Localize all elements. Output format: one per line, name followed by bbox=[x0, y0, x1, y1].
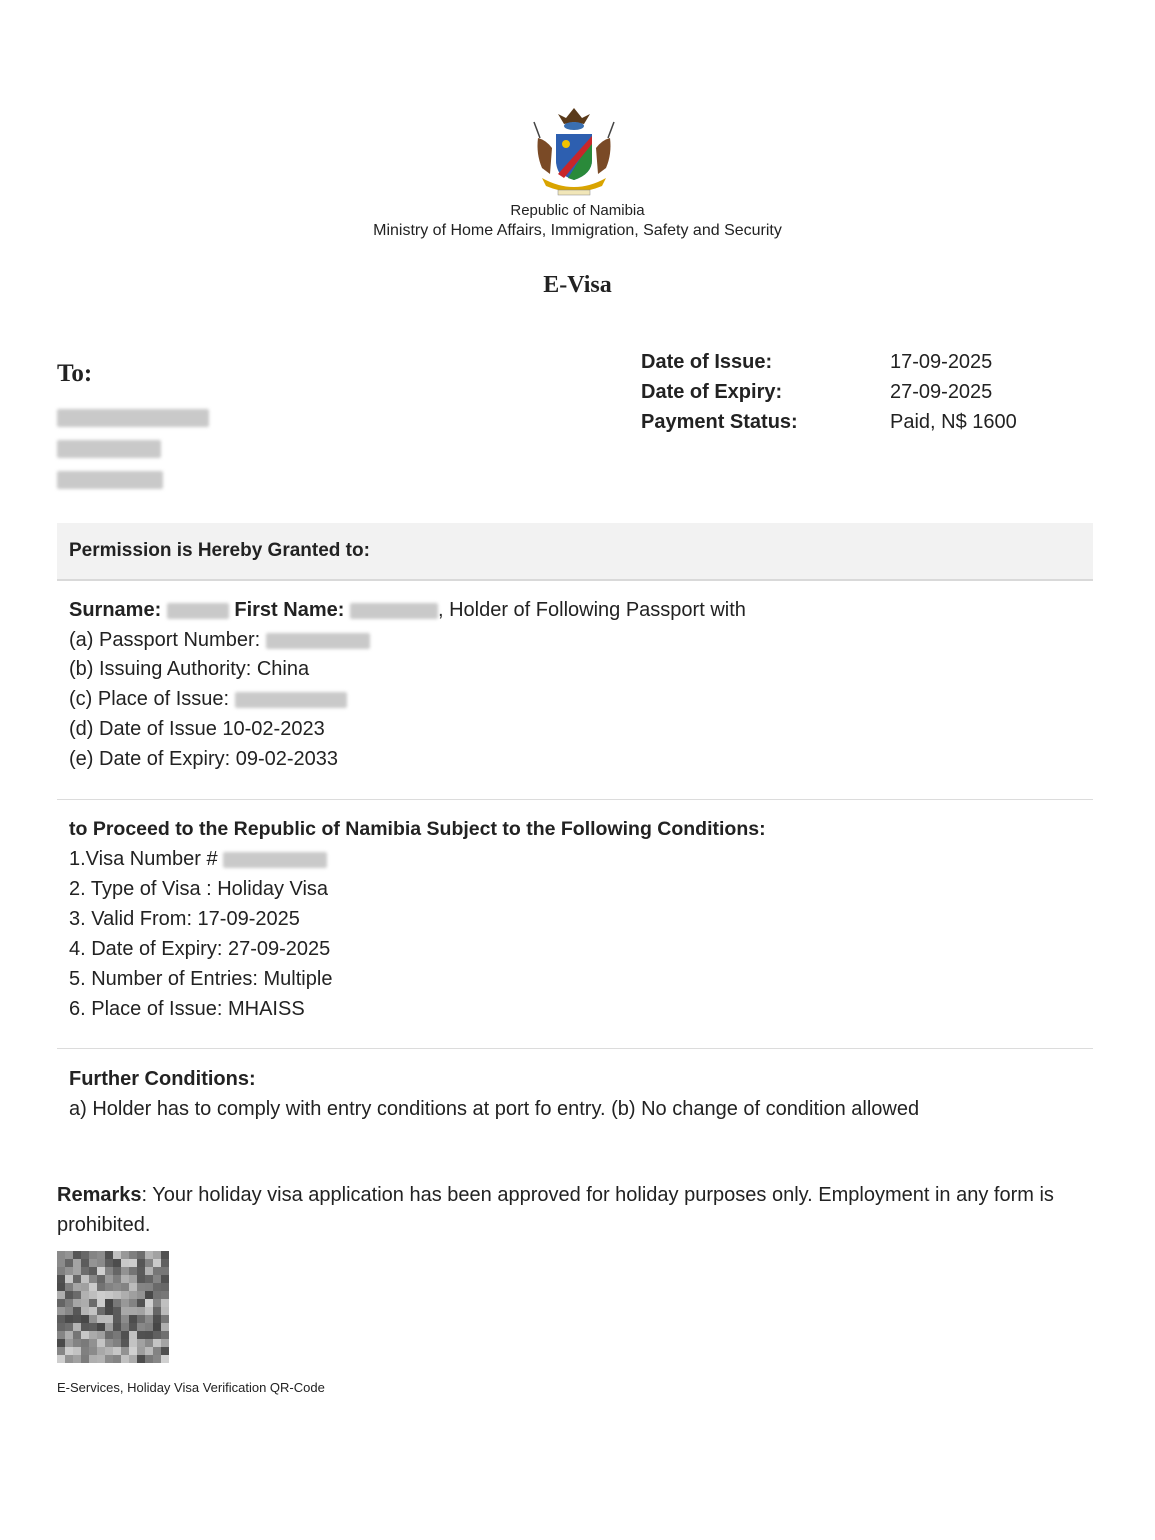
meta-row bbox=[641, 407, 1017, 437]
passport-issue-date-line: (d) Date of Issue 10-02-2023 bbox=[69, 718, 325, 740]
passport-number-line bbox=[69, 625, 370, 655]
redacted-surname bbox=[167, 603, 229, 619]
ministry-name: Ministry of Home Affairs, Immigration, Safety and Security bbox=[373, 222, 782, 239]
further-conditions-heading: Further Conditions: bbox=[69, 1068, 256, 1090]
place-of-issue-line bbox=[69, 684, 347, 714]
first-name-label: First Name: bbox=[234, 599, 345, 621]
redacted-passport-number bbox=[266, 633, 370, 649]
condition-item: 3. Valid From: 17-09-2025 bbox=[69, 908, 300, 930]
redacted-place-of-issue bbox=[235, 692, 347, 708]
passport-number-label: (a) Passport Number: bbox=[69, 629, 261, 651]
meta-value: 17-09-2025 bbox=[890, 351, 993, 373]
remarks-paragraph bbox=[57, 1180, 1097, 1240]
document-title: E-Visa bbox=[543, 272, 612, 298]
condition-item: 4. Date of Expiry: 27-09-2025 bbox=[69, 938, 331, 960]
redacted-first-name bbox=[350, 603, 438, 619]
visa-number-line bbox=[69, 844, 327, 874]
meta-value: 27-09-2025 bbox=[890, 381, 993, 403]
section-divider bbox=[57, 799, 1093, 800]
redacted-visa-number bbox=[223, 852, 327, 868]
remarks-text: : Your holiday visa application has been approved for holiday purposes only. Employment in any form is prohibited. bbox=[57, 1184, 1054, 1236]
redacted-addressee-line bbox=[57, 440, 161, 458]
condition-item: 5. Number of Entries: Multiple bbox=[69, 968, 333, 990]
surname-label: Surname: bbox=[69, 599, 162, 621]
meta-label: Date of Expiry: bbox=[641, 381, 783, 403]
verification-qr-code bbox=[57, 1251, 169, 1363]
place-of-issue-label: (c) Place of Issue: bbox=[69, 688, 230, 710]
visa-number-label: 1.Visa Number # bbox=[69, 848, 218, 870]
addressee-label: To: bbox=[57, 360, 93, 387]
section-divider bbox=[57, 1048, 1093, 1049]
qr-caption: E-Services, Holiday Visa Verification QR-Code bbox=[57, 1380, 325, 1395]
coat-of-arms-emblem bbox=[528, 104, 620, 200]
permission-heading: Permission is Hereby Granted to: bbox=[69, 540, 370, 561]
meta-value: Paid, N$ 1600 bbox=[890, 411, 1017, 433]
further-conditions-text: a) Holder has to comply with entry conditions at port fo entry. (b) No change of condition allowed bbox=[69, 1098, 920, 1120]
redacted-addressee-date bbox=[57, 471, 163, 489]
country-name: Republic of Namibia bbox=[510, 202, 645, 219]
meta-row bbox=[641, 377, 993, 407]
remarks-label: Remarks bbox=[57, 1184, 142, 1206]
meta-label: Payment Status: bbox=[641, 411, 798, 433]
passport-expiry-date-line: (e) Date of Expiry: 09-02-2033 bbox=[69, 748, 339, 770]
holder-names-line bbox=[69, 595, 746, 625]
condition-item: 6. Place of Issue: MHAISS bbox=[69, 998, 305, 1020]
holder-text: , Holder of Following Passport with bbox=[437, 599, 746, 621]
issuing-authority-line: (b) Issuing Authority: China bbox=[69, 658, 310, 680]
condition-item: 2. Type of Visa : Holiday Visa bbox=[69, 878, 329, 900]
redacted-addressee-name bbox=[57, 409, 209, 427]
conditions-heading: to Proceed to the Republic of Namibia Subject to the Following Conditions: bbox=[69, 818, 766, 840]
meta-label: Date of Issue: bbox=[641, 351, 773, 373]
meta-row bbox=[641, 347, 993, 377]
